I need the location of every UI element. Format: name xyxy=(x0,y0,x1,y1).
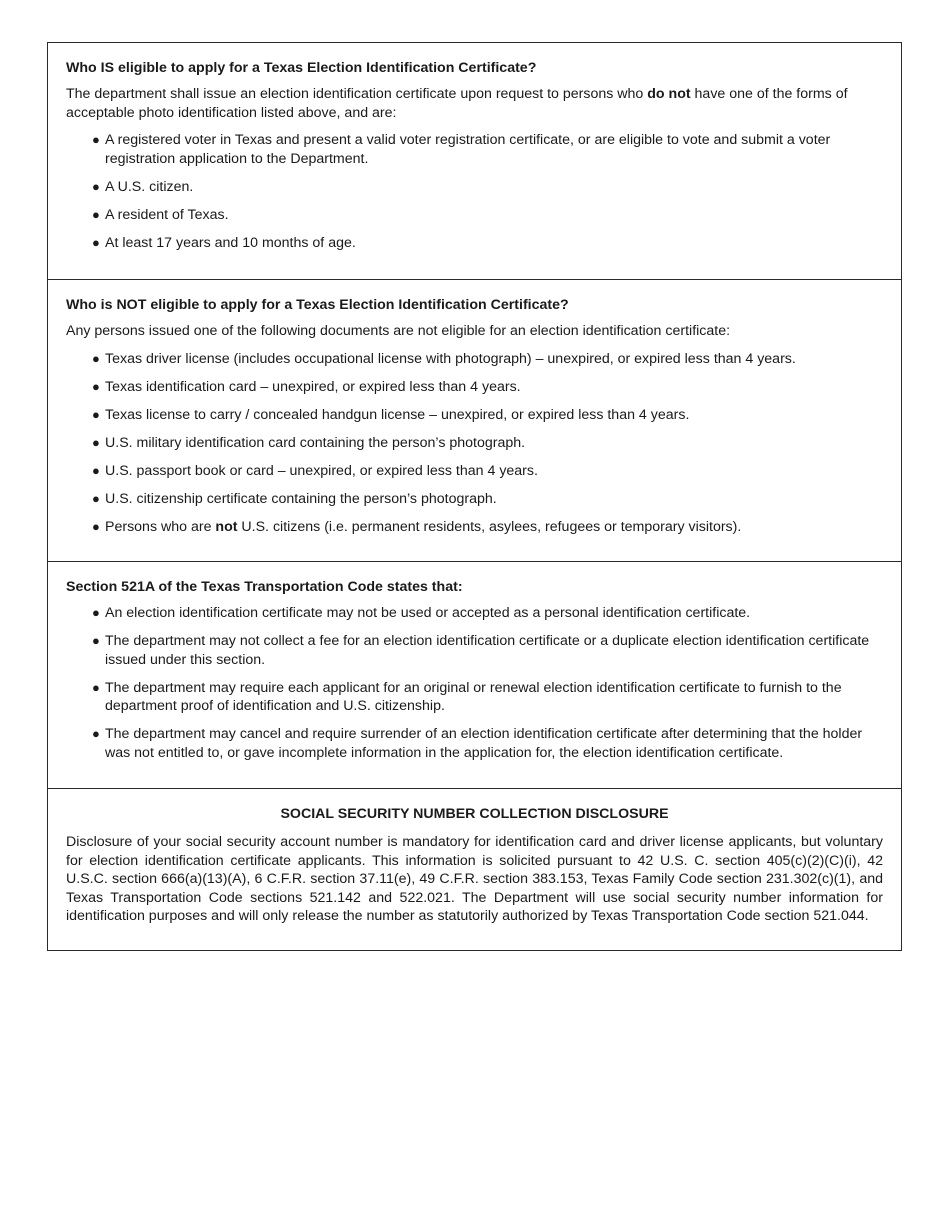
not-eligible-section xyxy=(48,279,901,561)
bullet-icon: ● xyxy=(92,378,100,394)
bullet-icon: ● xyxy=(92,490,100,506)
eligible-section xyxy=(48,43,901,279)
not-eligible-intro: Any persons issued one of the following documents are not eligible for an election identification certificate: xyxy=(66,323,731,339)
bullet-icon: ● xyxy=(92,726,100,741)
list-item: ● The department may not collect a fee for an election identification certificate or a duplicate election identification certificate issued under this section. xyxy=(92,633,870,668)
bullet-icon: ● xyxy=(92,406,100,422)
bullet-icon: ● xyxy=(92,132,100,147)
bullet-icon: ● xyxy=(92,605,100,620)
document-frame xyxy=(47,42,902,951)
eligible-list xyxy=(66,131,883,252)
bullet-icon: ● xyxy=(92,350,100,366)
section-521a-heading: Section 521A of the Texas Transportation Code states that: xyxy=(66,579,463,595)
bullet-icon: ● xyxy=(92,679,100,695)
bullet-icon: ● xyxy=(92,462,100,478)
not-eligible-heading: Who is NOT eligible to apply for a Texas Election Identification Certificate? xyxy=(66,297,569,313)
list-item: ● Texas identification card – unexpired, or expired less than 4 years. xyxy=(92,378,521,395)
list-item: ● The department may cancel and require surrender of an election identification certificate after determining that the holder was not entitled to, or gave incomplete information in the application for, the election identification certificate. xyxy=(92,726,863,761)
not-eligible-list xyxy=(66,350,883,537)
list-item: ● A U.S. citizen. xyxy=(92,178,194,195)
ssn-disclosure-body: Disclosure of your social security account number is mandatory for identification card and driver license applicants, but voluntary for election identification certificate applicants. This information is solicited pursuant to 42 U.S. C. section 405(c)(2)(C)(i), 42 U.S.C. section 666(a)(13)(A), 6 C.F.R. section 37.11(e), 49 C.F.R. section 383.153, Texas Family Code section 231.302(c)(1), and Texas Transportation Code sections 521.142 and 522.021. The Department will use social security number information for identification purposes and will only release the number as statutorily authorized by Texas Transportation Code section 521.044. xyxy=(66,834,883,924)
list-item: ● A registered voter in Texas and present a valid voter registration certificate, or are eligible to vote and submit a voter registration application to the Department. xyxy=(92,132,831,167)
list-item: ● At least 17 years and 10 months of age. xyxy=(92,234,356,251)
list-item: ● The department may require each applicant for an original or renewal election identification certificate to furnish to the department proof of identification and U.S. citizenship. xyxy=(92,679,842,714)
list-item: ● U.S. citizenship certificate containing the person’s photograph. xyxy=(92,490,497,507)
bullet-icon: ● xyxy=(92,206,100,222)
eligible-heading: Who IS eligible to apply for a Texas Election Identification Certificate? xyxy=(66,60,537,76)
bullet-icon: ● xyxy=(92,518,100,534)
section-521a xyxy=(48,561,901,788)
list-item: ● Texas license to carry / concealed handgun license – unexpired, or expired less than 4 years. xyxy=(92,406,690,423)
list-item: ● Texas driver license (includes occupational license with photograph) – unexpired, or expired less than 4 years. xyxy=(92,350,796,367)
eligible-intro: The department shall issue an election identification certificate upon request to persons who do not have one of the forms of acceptable photo identification listed above, and are: xyxy=(66,86,848,121)
list-item: ● Persons who are not U.S. citizens (i.e. permanent residents, asylees, refugees or temporary visitors). xyxy=(92,518,742,535)
list-item: ● A resident of Texas. xyxy=(92,206,229,223)
bullet-icon: ● xyxy=(92,178,100,194)
list-item: ● U.S. military identification card containing the person’s photograph. xyxy=(92,434,526,451)
bullet-icon: ● xyxy=(92,234,100,250)
list-item: ● U.S. passport book or card – unexpired, or expired less than 4 years. xyxy=(92,462,538,479)
ssn-disclosure-heading: SOCIAL SECURITY NUMBER COLLECTION DISCLOSURE xyxy=(280,806,669,822)
bullet-icon: ● xyxy=(92,633,100,648)
section-521a-list xyxy=(66,604,883,762)
list-item: ● An election identification certificate may not be used or accepted as a personal identification certificate. xyxy=(92,605,751,621)
ssn-disclosure-section xyxy=(48,788,901,950)
bullet-icon: ● xyxy=(92,434,100,450)
